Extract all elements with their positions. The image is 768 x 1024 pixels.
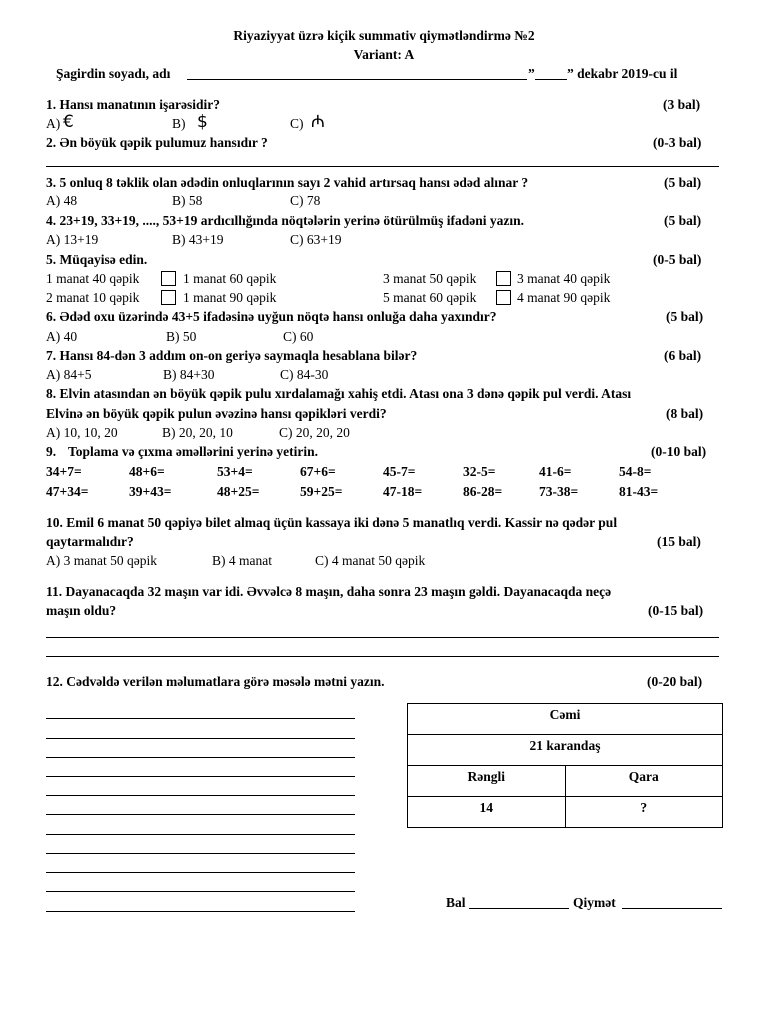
q10-text-line2: qaytarmalıdır? [46,534,134,549]
q9-expr: 45-7= [383,464,416,479]
q12-answer-line[interactable] [46,853,355,854]
q12-answer-line[interactable] [46,814,355,815]
q3-option-b[interactable]: B) 58 [172,193,203,208]
q1-text: 1. Hansı manatının işarəsidir? [46,97,221,112]
q11-answer-line[interactable] [46,656,719,657]
q11-answer-line[interactable] [46,637,719,638]
q4-option-b[interactable]: B) 43+19 [172,232,224,247]
q12-answer-line[interactable] [46,718,355,719]
q9-expr: 34+7= [46,464,82,479]
q6-points: (5 bal) [666,309,704,324]
q12-answer-line[interactable] [46,891,355,892]
q9-expr: 48+6= [129,464,165,479]
page-title: Riyaziyyat üzrə kiçik summativ qiymətləndirmə №2 [233,28,535,43]
table-col2-value: ? [565,797,723,828]
q9-expr: 73-38= [539,484,579,499]
q9-expr: 53+4= [217,464,253,479]
q9-expr: 86-28= [463,484,503,499]
q9-expr: 47+34= [46,484,89,499]
q9-number: 9. [46,444,57,459]
q10-option-c[interactable]: C) 4 manat 50 qəpik [315,553,426,568]
q5-r2-right-a: 5 manat 60 qəpik [383,290,477,305]
q5-r1-compare-box-1[interactable] [161,271,176,286]
dollar-icon: $ [197,112,208,132]
q8-option-c[interactable]: C) 20, 20, 20 [279,425,350,440]
q9-expr: 59+25= [300,484,343,499]
q12-answer-line[interactable] [46,795,355,796]
q5-r2-compare-box-2[interactable] [496,290,511,305]
grade-line[interactable] [622,908,722,909]
q9-expr: 81-43= [619,484,659,499]
q12-answer-line[interactable] [46,872,355,873]
q10-option-a[interactable]: A) 3 manat 50 qəpik [46,553,157,568]
q5-text: 5. Müqayisə edin. [46,252,148,267]
grade-label: Qiymət [573,895,616,910]
q9-text: Toplama və çıxma əməllərini yerinə yetirin. [68,444,318,459]
q9-expr: 39+43= [129,484,172,499]
q4-option-a[interactable]: A) 13+19 [46,232,99,247]
q5-r2-right-b: 4 manat 90 qəpik [517,290,611,305]
q4-text: 4. 23+19, 33+19, ...., 53+19 ardıcıllığında nöqtələrin yerinə ötürülmüş ifadəni yazın. [46,213,524,228]
q1-option-c-label: C) [290,116,304,131]
q2-answer-line[interactable] [46,166,719,167]
q5-r1-left-b: 1 manat 60 qəpik [183,271,277,286]
q1-points: (3 bal) [663,97,701,112]
q10-option-b[interactable]: B) 4 manat [212,553,272,568]
table-total-value: 21 karandaş [408,735,723,766]
q7-text: 7. Hansı 84-dən 3 addım on-on geriyə saymaqla hesablana bilər? [46,348,418,363]
score-line[interactable] [469,908,569,909]
q9-expr: 67+6= [300,464,336,479]
q10-text-line1: 10. Emil 6 manat 50 qəpiyə bilet almaq üçün kassaya iki dənə 5 manatlıq verdi. Kassir nə qədər pul [46,515,618,530]
variant-label: Variant: A [353,47,415,62]
q9-expr: 54-8= [619,464,652,479]
table-col2-header: Qara [565,766,723,797]
q6-text: 6. Ədəd oxu üzərində 43+5 ifadəsinə uyğun nöqtə hansı onluğa daha yaxındır? [46,309,497,324]
q4-option-c[interactable]: C) 63+19 [290,232,342,247]
q9-expr: 47-18= [383,484,423,499]
q6-option-a[interactable]: A) 40 [46,329,78,344]
q2-text: 2. Ən böyük qəpik pulumuz hansıdır ? [46,135,268,150]
q11-points: (0-15 bal) [648,603,704,618]
q7-points: (6 bal) [664,348,702,363]
q12-points: (0-20 bal) [647,674,703,689]
q11-text-line2: maşın oldu? [46,603,117,618]
manat-icon: ₼ [311,112,325,132]
q5-r2-compare-box-1[interactable] [161,290,176,305]
q3-option-a[interactable]: A) 48 [46,193,78,208]
q3-option-c[interactable]: C) 78 [290,193,321,208]
q1-option-b-label: B) [172,116,186,131]
student-name-line[interactable] [187,79,527,80]
data-table [407,703,723,828]
q5-r1-compare-box-2[interactable] [496,271,511,286]
q5-r1-right-a: 3 manat 50 qəpik [383,271,477,286]
q8-option-b[interactable]: B) 20, 20, 10 [162,425,233,440]
table-total-header: Cəmi [408,704,723,735]
table-col1-header: Rəngli [408,766,566,797]
q5-r2-left-a: 2 manat 10 qəpik [46,290,140,305]
q5-r2-left-b: 1 manat 90 qəpik [183,290,277,305]
q12-answer-line[interactable] [46,776,355,777]
euro-icon: € [63,112,74,132]
date-quote-open: ” [528,66,535,81]
q6-option-b[interactable]: B) 50 [166,329,197,344]
q9-points: (0-10 bal) [651,444,707,459]
q7-option-c[interactable]: C) 84-30 [280,367,329,382]
q3-points: (5 bal) [664,175,702,190]
q12-answer-line[interactable] [46,738,355,739]
q11-text-line1: 11. Dayanacaqda 32 maşın var idi. Əvvəlcə 8 maşın, daha sonra 23 maşın gəldi. Dayanacaqda neçə [46,584,612,599]
q12-answer-line[interactable] [46,834,355,835]
score-label: Bal [446,895,466,910]
date-day-line[interactable] [535,79,567,80]
q1-option-a-label: A) [46,116,61,131]
q12-answer-line[interactable] [46,911,355,912]
q8-points: (8 bal) [666,406,704,421]
table-col1-value: 14 [408,797,566,828]
q5-r1-left-a: 1 manat 40 qəpik [46,271,140,286]
q9-expr: 48+25= [217,484,260,499]
q7-option-a[interactable]: A) 84+5 [46,367,92,382]
date-label: ” dekabr 2019-cu il [567,66,678,81]
q7-option-b[interactable]: B) 84+30 [163,367,215,382]
q9-expr: 41-6= [539,464,572,479]
q10-points: (15 bal) [657,534,701,549]
q8-text-line2: Elvinə ən böyük qəpik pulun əvəzinə hansı qəpikləri verdi? [46,406,387,421]
q8-option-a[interactable]: A) 10, 10, 20 [46,425,118,440]
q3-text: 3. 5 onluq 8 təklik olan ədədin onluqlarının sayı 2 vahid artırsaq hansı ədəd alınar ? [46,175,529,190]
q2-points: (0-3 bal) [653,135,702,150]
q4-points: (5 bal) [664,213,702,228]
q9-expr: 32-5= [463,464,496,479]
q12-answer-line[interactable] [46,757,355,758]
q12-text: 12. Cədvəldə verilən məlumatlara görə məsələ mətni yazın. [46,674,385,689]
q8-text-line1: 8. Elvin atasından ən böyük qəpik pulu xırdalamağı xahiş etdi. Atası ona 3 dənə qəpik pul verdi. Atası [46,386,632,401]
student-name-label: Şagirdin soyadı, adı [56,66,171,81]
q5-points: (0-5 bal) [653,252,702,267]
q6-option-c[interactable]: C) 60 [283,329,314,344]
q5-r1-right-b: 3 manat 40 qəpik [517,271,611,286]
